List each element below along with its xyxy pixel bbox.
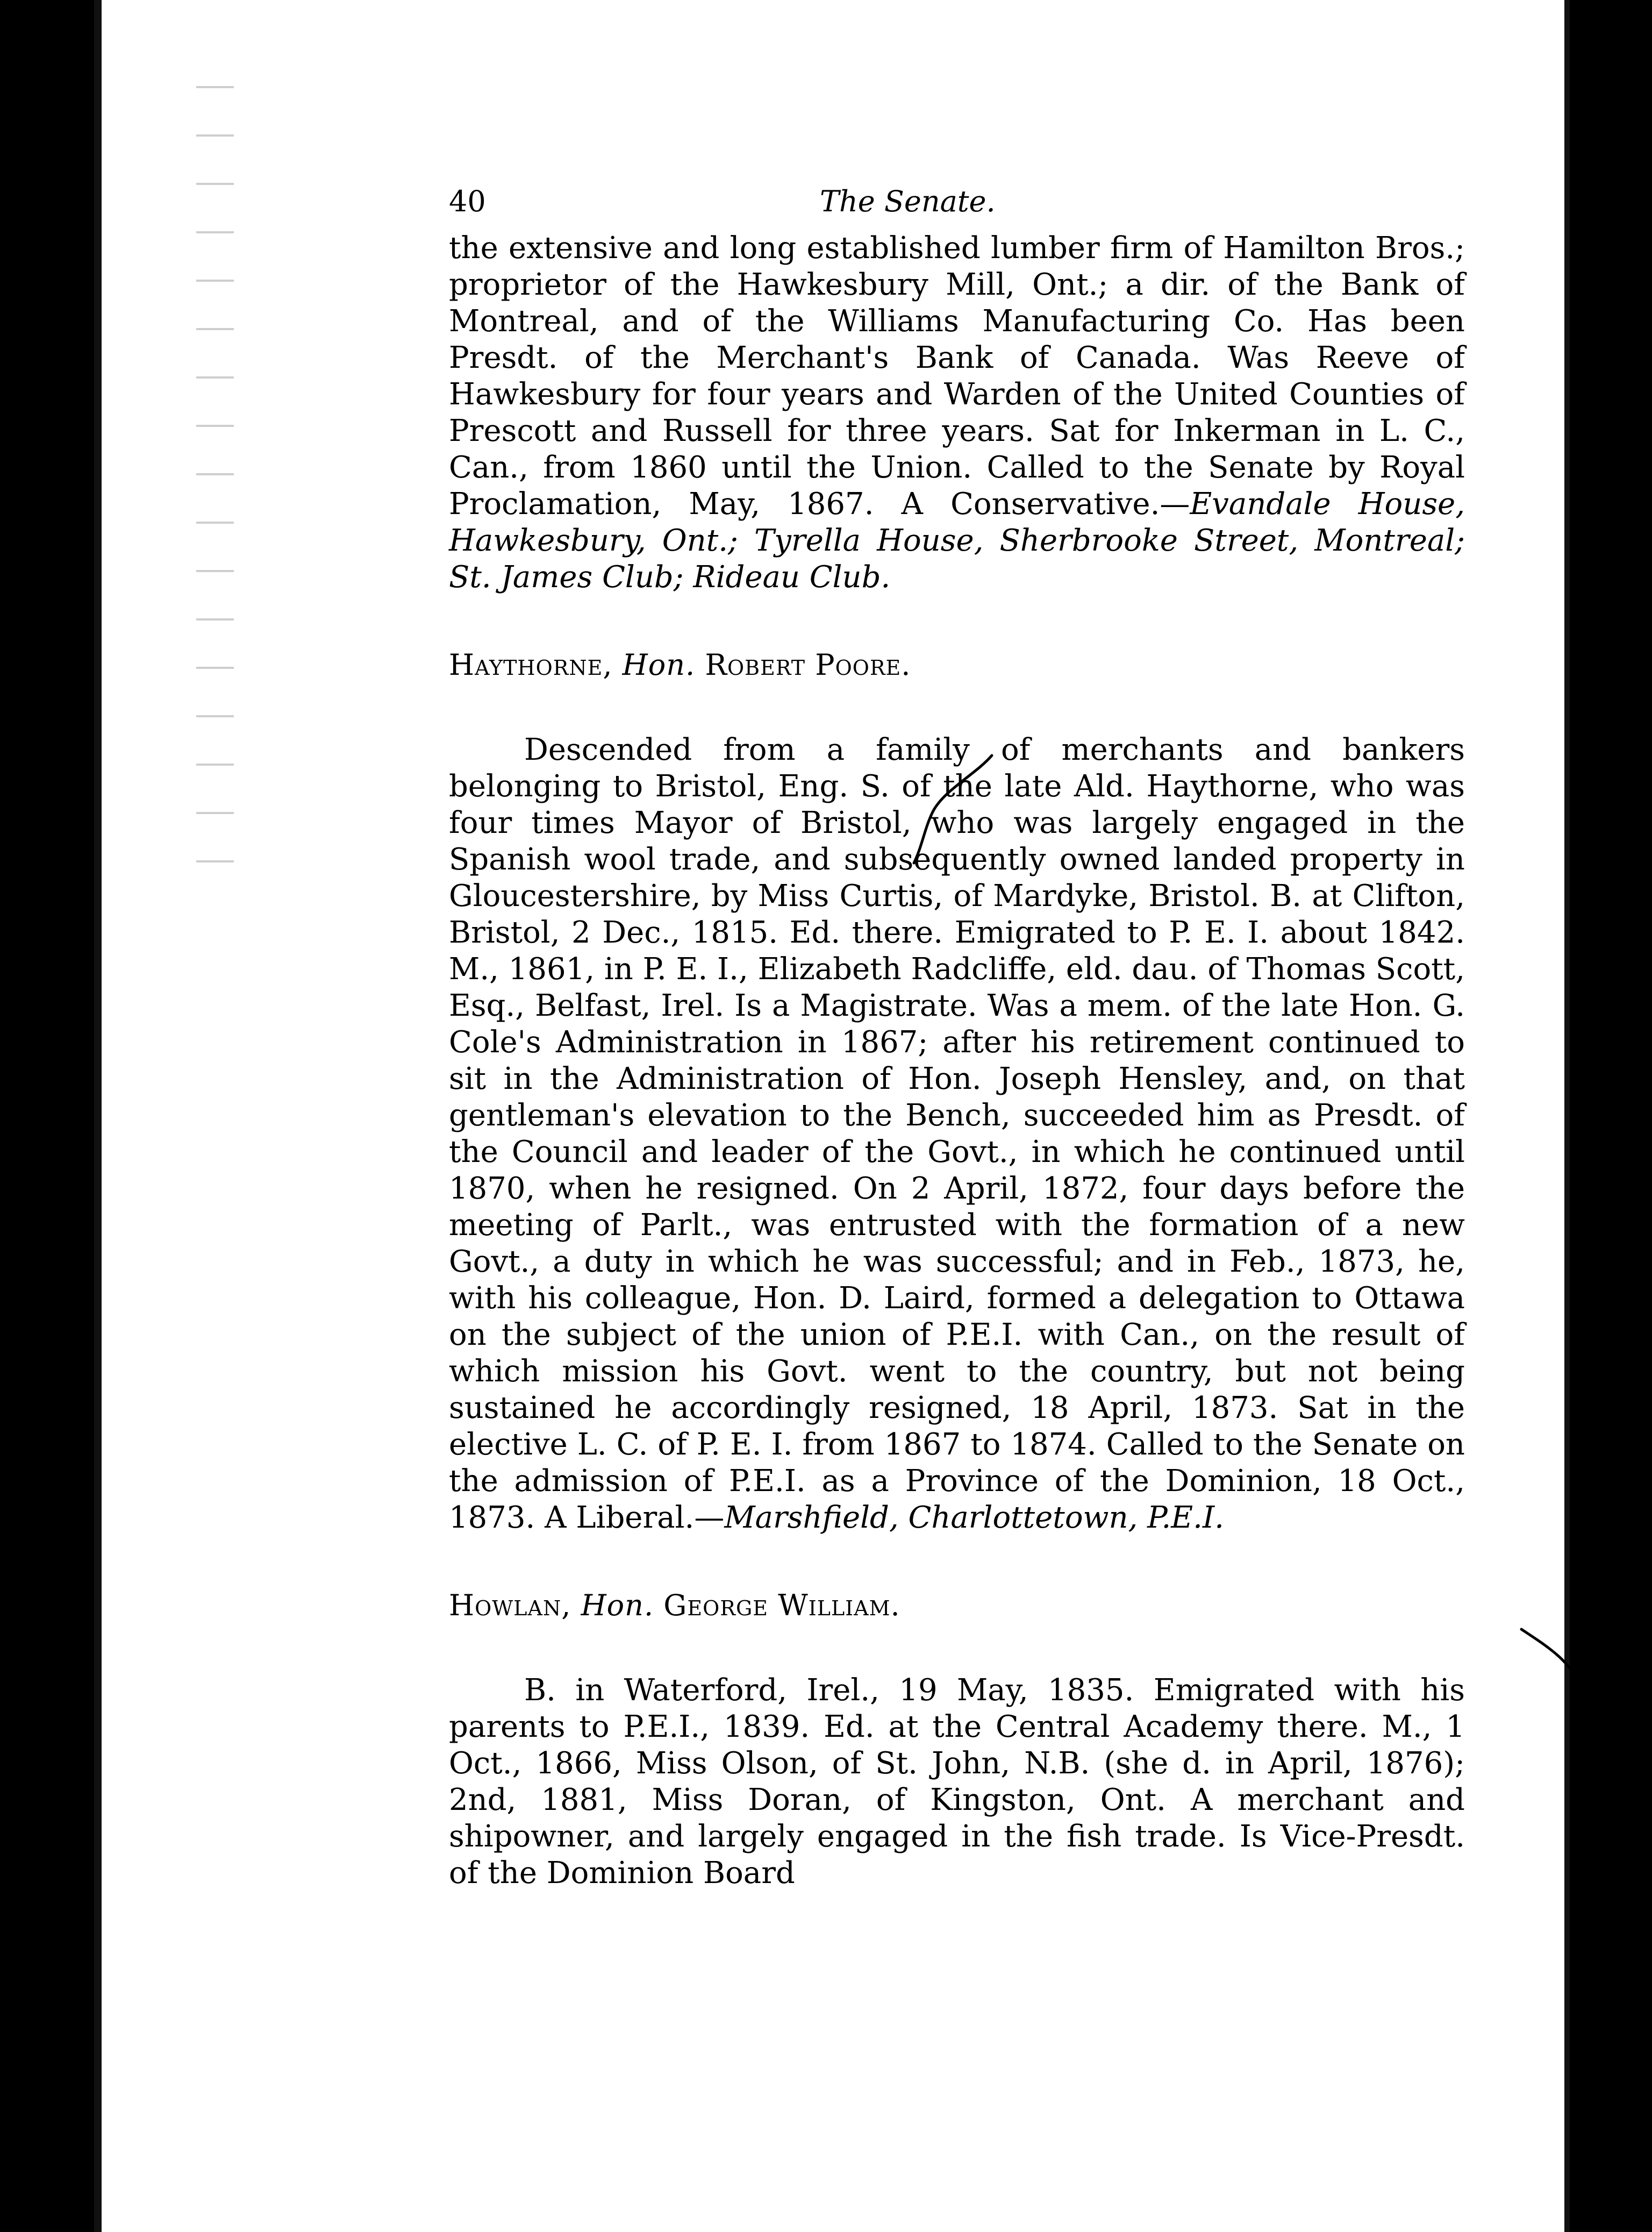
entry-surname: Howlan, bbox=[449, 1588, 571, 1622]
pencil-margin-stroke bbox=[1519, 1624, 1594, 1748]
gutter-speckle bbox=[196, 65, 234, 871]
running-head bbox=[449, 177, 1465, 226]
entry-heading bbox=[449, 1587, 1465, 1624]
entry-honorific: Hon. bbox=[581, 1588, 654, 1622]
page-content bbox=[449, 177, 1465, 1892]
entry-surname: Haythorne, bbox=[449, 648, 613, 682]
entry-given-names: Robert Poore. bbox=[705, 648, 911, 682]
entry-continuation-paragraph bbox=[449, 230, 1465, 596]
paragraph-text: Descended from a family of merchants and bankers belonging to Bristol, Eng. S. of the late Ald. Haythorne, who was four times Mayor of Bristol, who was largely engaged in the Spanish wool trade, and subsequently owned landed property in Gloucestershire, by Miss Curtis, of Mardyke, Bristol. B. at Clifton, Bristol, 2 Dec., 1815. Ed. there. Emigrated to P. E. I. about 1842. M., 1861, in P. E. I., Elizabeth Radcliffe, eld. dau. of Thomas Scott, Esq., Belfast, Irel. Is a Magistrate. Was a mem. of the late Hon. G. Cole's Administration in 1867; after his retirement continued to sit in the Administration of Hon. Joseph Hensley, and, on that gentleman's elevation to the Bench, succeeded him as Presdt. of the Council and leader of the Govt., in which he continued until 1870, when he resigned. On 2 April, 1872, four days before the meeting of Parlt., was entrusted with the formation of a new Govt., a duty in which he was successful; and in Feb., 1873, he, with his colleague, Hon. D. Laird, formed a delegation to Ottawa on the subject of the union of P.E.I. with Can., on the result of which mission his Govt. went to the country, but not being sustained he accordingly resigned, 18 April, 1873. Sat in the elective L. C. of P. E. I. from 1867 to 1874. Called to the Senate on the admission of P.E.I. as a Province of the Dominion, 18 Oct., 1873. A Liberal.— bbox=[449, 732, 1465, 1535]
paragraph-text: the extensive and long established lumber firm of Hamilton Bros.; proprietor of the Hawkesbury Mill, Ont.; a dir. of the Bank of Montreal, and of the Williams Manufacturing Co. Has been Presdt. of the Merchant's Bank of Canada. Was Reeve of Hawkesbury for four years and Warden of the United Counties of Prescott and Russell for three years. Sat for Inkerman in L. C., Can., from 1860 until the Union. Called to the Senate by Royal Proclamation, May, 1867. A Conservative.— bbox=[449, 231, 1465, 522]
residence-address: Marshfield, Charlottetown, P.E.I. bbox=[724, 1500, 1224, 1535]
entry-paragraph bbox=[449, 732, 1465, 1536]
entry-paragraph bbox=[449, 1672, 1465, 1892]
book-page bbox=[94, 0, 1570, 2232]
residence-address: Evandale House, Hawkesbury, Ont.; Tyrella House, Sherbrooke Street, Montreal; St. James Club; Rideau Club. bbox=[449, 487, 1465, 595]
page-number: 40 bbox=[449, 184, 486, 218]
entry-honorific: Hon. bbox=[622, 648, 696, 682]
entry-given-names: George William. bbox=[663, 1588, 900, 1622]
paragraph-text: B. in Waterford, Irel., 19 May, 1835. Emigrated with his parents to P.E.I., 1839. Ed. at the Central Academy there. M., 1 Oct., 1866, Miss Olson, of St. John, N.B. (she d. in April, 1876); 2nd, 1881, Miss Doran, of Kingston, Ont. A merchant and shipowner, and largely engaged in the fish trade. Is Vice-Presdt. of the Dominion Board bbox=[449, 1673, 1465, 1891]
entry-heading bbox=[449, 647, 1465, 683]
running-title: The Senate. bbox=[820, 184, 996, 218]
